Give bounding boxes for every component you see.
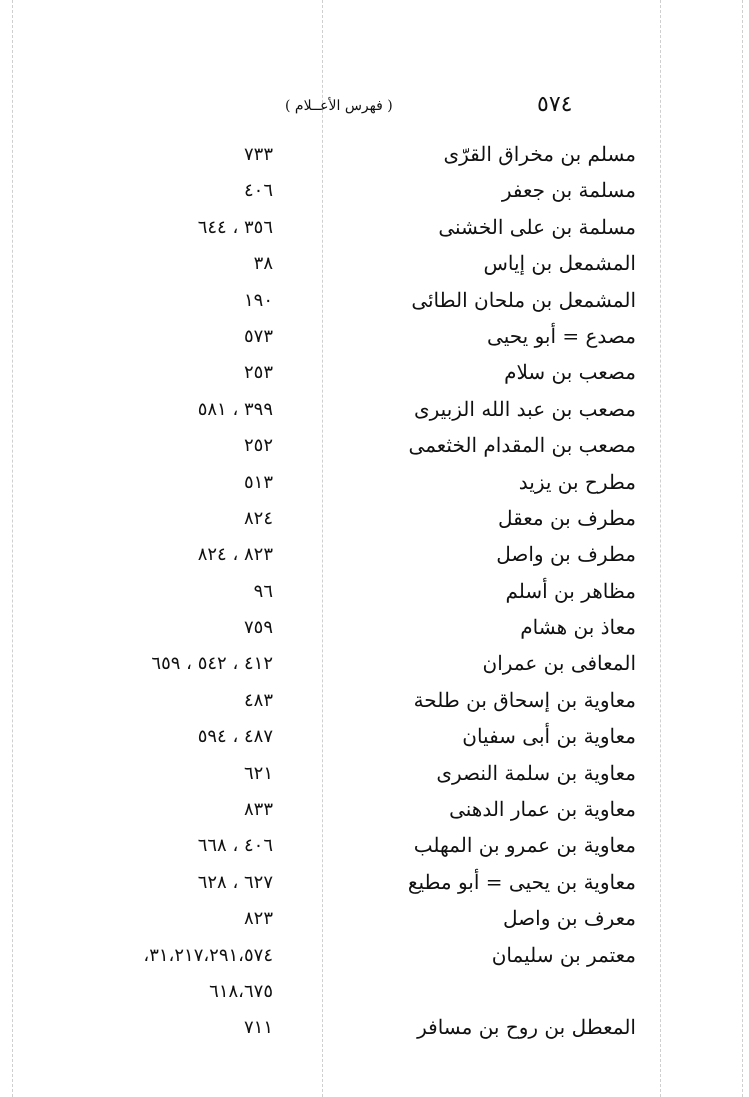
entry-page-refs: ٤١٢ ، ٥٤٢ ، ٦٥٩ bbox=[151, 653, 273, 675]
entry-name: معرف بن واصل bbox=[503, 906, 636, 931]
index-entry bbox=[0, 433, 749, 469]
index-entry bbox=[0, 870, 749, 906]
entry-page-refs: ٤٨٧ ، ٥٩٤ bbox=[197, 726, 273, 748]
index-entries-list bbox=[0, 142, 749, 1052]
entry-name: معتمر بن سليمان bbox=[491, 942, 636, 967]
entry-name: مصعب بن عبد الله الزبيرى bbox=[413, 396, 636, 421]
entry-page-refs: ٤٨٣ bbox=[243, 689, 273, 711]
index-entry bbox=[0, 215, 749, 251]
entry-page-refs: ٢٥٢ bbox=[243, 435, 273, 457]
entry-name: معاذ بن هشام bbox=[520, 615, 636, 640]
index-entry bbox=[0, 178, 749, 214]
entry-name: مسلمة بن على الخشنى bbox=[438, 214, 636, 239]
entry-page-refs: ٣٥٦ ، ٦٤٤ bbox=[197, 216, 273, 238]
entry-name: معاوية بن سلمة النصرى bbox=[436, 760, 636, 785]
entry-page-refs: ٦٢١ bbox=[243, 762, 273, 784]
entry-page-refs: ٥٧٣ bbox=[243, 325, 273, 347]
entry-page-refs: ٦١٨،٦٧٥ bbox=[209, 980, 273, 1002]
entry-name: مسلم بن مخراق القرّى bbox=[443, 142, 636, 166]
entry-page-refs: ٦٢٧ ، ٦٢٨ bbox=[197, 871, 273, 893]
entry-name: مظاهر بن أسلم bbox=[505, 578, 636, 603]
entry-page-refs: ٥١٣ bbox=[243, 471, 273, 493]
entry-page-refs: ٣٩٩ ، ٥٨١ bbox=[197, 398, 273, 420]
entry-page-refs: ٤٠٦ bbox=[243, 180, 273, 202]
entry-name: المشمعل بن إياس bbox=[483, 251, 636, 276]
entry-page-refs: ٨٢٤ bbox=[243, 507, 273, 529]
index-entry bbox=[0, 288, 749, 324]
index-entry bbox=[0, 724, 749, 760]
index-entry bbox=[0, 251, 749, 287]
index-entry bbox=[0, 979, 749, 1015]
index-entry bbox=[0, 906, 749, 942]
entry-name: مصعب بن سلام bbox=[504, 360, 636, 385]
entry-name: المعافى بن عمران bbox=[482, 651, 636, 676]
entry-page-refs: ٧١١ bbox=[243, 1017, 273, 1039]
entry-page-refs: ١٩٠ bbox=[243, 289, 273, 311]
entry-page-refs: ٤٠٦ ، ٦٦٨ bbox=[197, 835, 273, 857]
index-entry bbox=[0, 943, 749, 979]
entry-page-refs: ٩٦ bbox=[253, 580, 273, 602]
entry-name: مصدع = أبو يحيى bbox=[487, 323, 636, 348]
entry-name: مطرح بن يزيد bbox=[518, 469, 636, 494]
index-entry bbox=[0, 797, 749, 833]
index-entry bbox=[0, 579, 749, 615]
entry-name: المعطل بن روح بن مسافر bbox=[417, 1015, 636, 1040]
entry-name: معاوية بن أبى سفيان bbox=[462, 724, 636, 749]
index-entry bbox=[0, 506, 749, 542]
index-entry bbox=[0, 324, 749, 360]
entry-page-refs: ٣٨ bbox=[253, 253, 273, 275]
entry-name: معاوية بن يحيى = أبو مطيع bbox=[407, 869, 636, 894]
index-entry bbox=[0, 651, 749, 687]
entry-page-refs: ٨٢٣ bbox=[243, 908, 273, 930]
entry-page-refs: ٧٥٩ bbox=[243, 617, 273, 639]
index-entry bbox=[0, 1015, 749, 1051]
entry-page-refs: ٢٥٣ bbox=[243, 362, 273, 384]
index-entry bbox=[0, 833, 749, 869]
index-entry bbox=[0, 360, 749, 396]
index-entry bbox=[0, 470, 749, 506]
entry-name: المشمعل بن ملحان الطائى bbox=[411, 287, 636, 312]
entry-name: معاوية بن عمرو بن المهلب bbox=[413, 833, 636, 858]
entry-name: مطرف بن معقل bbox=[497, 505, 636, 530]
page-number: ٥٧٤ bbox=[537, 92, 573, 117]
index-entry bbox=[0, 761, 749, 797]
index-entry bbox=[0, 397, 749, 433]
entry-page-refs: ٨٢٣ ، ٨٢٤ bbox=[197, 544, 273, 566]
entry-page-refs: ٧٣٣ bbox=[243, 144, 273, 165]
entry-name: مطرف بن واصل bbox=[496, 542, 636, 567]
index-entry bbox=[0, 142, 749, 178]
index-entry bbox=[0, 542, 749, 578]
index-entry bbox=[0, 615, 749, 651]
entry-name: معاوية بن عمار الدهنى bbox=[449, 797, 636, 822]
entry-page-refs: ٨٣٣ bbox=[243, 799, 273, 821]
entry-name: معاوية بن إسحاق بن طلحة bbox=[413, 687, 636, 712]
entry-name: مصعب بن المقدام الخثعمى bbox=[408, 433, 636, 458]
index-entry bbox=[0, 688, 749, 724]
entry-name: مسلمة بن جعفر bbox=[501, 178, 636, 203]
entry-page-refs: ٣١،٢١٧،٢٩١،٥٧٤، bbox=[143, 944, 273, 966]
running-title: ( فهرس الأعــلام ) bbox=[285, 98, 393, 114]
page-header bbox=[0, 92, 749, 122]
